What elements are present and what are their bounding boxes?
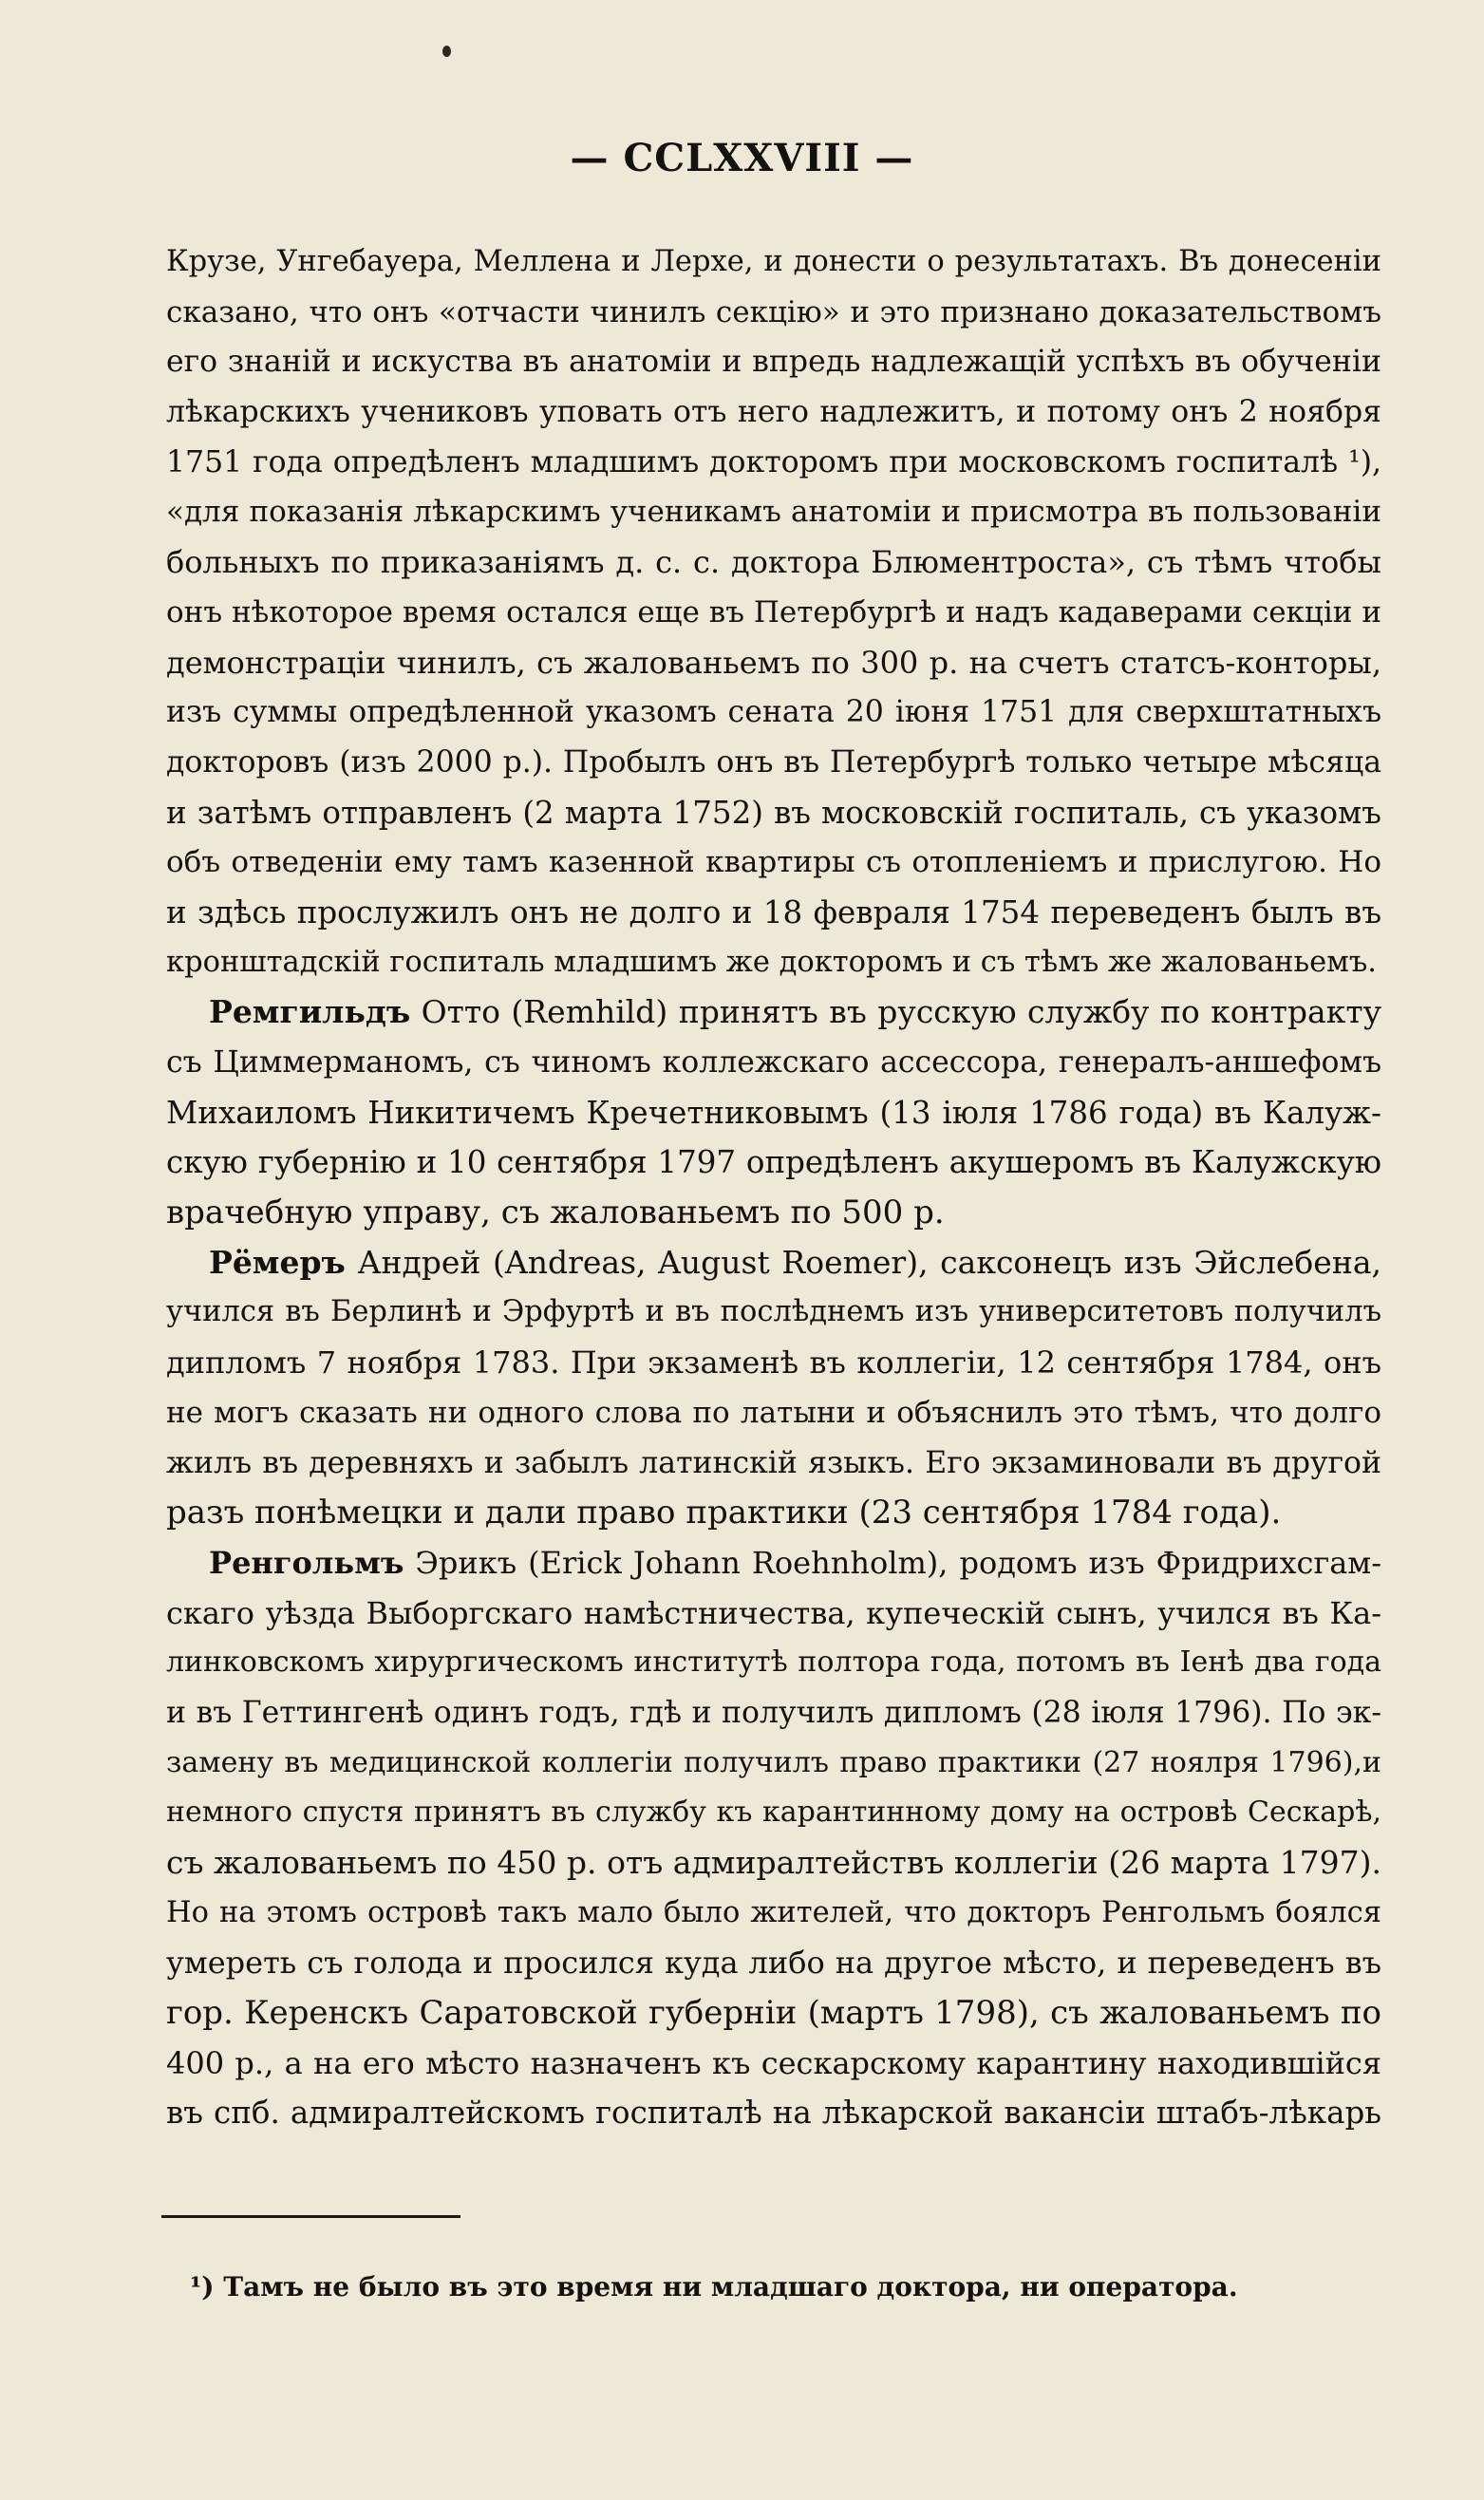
text-line (166, 487, 1381, 537)
line-text: и здѣсь прослужилъ онъ не долго и 18 февраля 1754 переведенъ былъ въ (166, 893, 1381, 930)
text-line (166, 1688, 1381, 1739)
text-line (166, 987, 1381, 1038)
entry-surname: Ренгольмъ (209, 1544, 404, 1581)
line-text: Но на этомъ островѣ такъ мало было жителей, что докторъ Ренгольмъ боялся (166, 1895, 1381, 1929)
line-text: Михаиломъ Никитичемъ Кречетниковымъ (13 iюля 1786 года) въ Калуж- (166, 1094, 1381, 1131)
text-line (166, 1038, 1381, 1088)
line-text: Эрикъ (Erick Johann Roehnholm), родомъ изъ Фридрихсгам- (404, 1544, 1381, 1581)
text-line (166, 1288, 1381, 1338)
line-text: Отто (Remhild) принятъ въ русскую службу по контракту (410, 993, 1381, 1031)
text-line (166, 1889, 1381, 1939)
text-line (166, 1739, 1381, 1789)
line-text: больныхъ по приказанiямъ д. с. с. доктора Блюментроста», съ тѣмъ чтобы (166, 544, 1381, 581)
text-line (166, 1188, 1381, 1238)
line-text: изъ суммы опредѣленной указомъ сената 20 iюня 1751 для сверхштатныхъ (166, 695, 1381, 730)
body-text (166, 237, 1381, 2138)
text-line (166, 738, 1381, 788)
text-line (166, 337, 1381, 387)
text-line (166, 687, 1381, 738)
line-text: жилъ въ деревняхъ и забылъ латинскiй языкъ. Его экзаминовали въ другой (166, 1445, 1381, 1480)
line-text: замену въ медицинской коллегiи получилъ право практики (27 ноялря 1796),и (166, 1745, 1381, 1779)
line-text: Андрей (Andreas, August Roemer), саксонецъ изъ Эйслебена, (345, 1243, 1381, 1281)
text-line (166, 1588, 1381, 1639)
text-line (166, 788, 1381, 838)
entry-surname: Рёмеръ (209, 1243, 346, 1281)
line-text: съ Циммерманомъ, съ чиномъ коллежскаго ассессора, генералъ-аншефомъ (166, 1045, 1381, 1080)
line-text: лѣкарскихъ учениковъ уповать отъ него надлежитъ, и потому онъ 2 ноября (166, 395, 1381, 430)
text-line (166, 387, 1381, 438)
line-text: Крузе, Унгебауера, Меллена и Лерхе, и донести о результатахъ. Въ донесенiи (166, 245, 1381, 278)
ink-spot (442, 46, 451, 57)
text-line (166, 2088, 1381, 2138)
line-text: 400 р., а на его мѣсто назначенъ къ сескарскому карантину находившiйся (166, 2044, 1381, 2081)
text-line (166, 888, 1381, 938)
line-text: не могъ сказать ни одного слова по латыни и объяснилъ это тѣмъ, что долго (166, 1395, 1381, 1430)
line-text: въ спб. адмиралтейскомъ госпиталѣ на лѣкарской вакансiи штабъ-лѣкарь (166, 2095, 1381, 2132)
text-line (166, 1088, 1381, 1138)
line-text: скаго уѣзда Выборгскаго намѣстничества, купеческiй сынъ, учился въ Ка- (166, 1594, 1381, 1631)
text-line (166, 938, 1381, 988)
line-text: гор. Керенскъ Саратовской губернiи (мартъ 1798), съ жалованьемъ по (166, 1994, 1381, 2033)
line-text: онъ нѣкоторое время остался еще въ Петербургѣ и надъ кадаверами секцiи и (166, 594, 1381, 630)
line-text: и въ Геттингенѣ одинъ годъ, гдѣ и получилъ дипломъ (28 iюля 1796). По эк- (166, 1695, 1381, 1730)
text-line (166, 1338, 1381, 1388)
line-text: демонстрацiи чинилъ, съ жалованьемъ по 300 р. на счетъ статсъ-конторы, (166, 644, 1381, 681)
line-text: объ отведенiи ему тамъ казенной квартиры съ отопленiемъ и прислугою. Но (166, 845, 1381, 880)
text-line (166, 1238, 1381, 1288)
line-text: умереть съ голода и просился куда либо на другое мѣсто, и переведенъ въ (166, 1945, 1381, 1982)
line-text: «для показанiя лѣкарскимъ ученикамъ анатомiи и присмотра въ пользованiи (166, 495, 1381, 530)
text-line (166, 1488, 1381, 1538)
line-text: его знанiй и искуства въ анатомiи и впредь надлежащiй успѣхъ въ обученiи (166, 345, 1381, 380)
text-line (166, 2039, 1381, 2089)
line-text: съ жалованьемъ по 450 р. отъ адмиралтействъ коллегiи (26 марта 1797). (166, 1844, 1381, 1881)
line-text: немного спустя принятъ въ службу къ карантинному дому на островѣ Сескарѣ, (166, 1795, 1381, 1830)
text-line (166, 1438, 1381, 1489)
text-line (166, 1838, 1381, 1889)
line-text: докторовъ (изъ 2000 р.). Пробылъ онъ въ Петербургѣ только четыре мѣсяца (166, 744, 1381, 780)
line-text: 1751 года опредѣленъ младшимъ докторомъ при московскомъ госпиталѣ ¹), (166, 444, 1381, 479)
text-line (166, 1137, 1381, 1188)
entry-surname: Ремгильдъ (209, 993, 411, 1031)
page-number: — CCLXXVIII — (570, 136, 914, 180)
text-line (166, 1938, 1381, 1988)
footnote-divider (161, 2215, 460, 2218)
line-text: кронштадскiй госпиталь младшимъ же докторомъ и съ тѣмъ же жалованьемъ. (166, 945, 1377, 979)
line-text: разъ понѣмецки и дали право практики (23 сентября 1784 года). (166, 1494, 1282, 1532)
footnote: ¹) Тамъ не было въ это время ни младшаго доктора, ни оператора. (190, 2271, 1238, 2303)
text-line (166, 237, 1381, 288)
text-line (166, 1988, 1381, 2039)
text-line (166, 638, 1381, 688)
line-text: и затѣмъ отправленъ (2 марта 1752) въ московскiй госпиталь, съ указомъ (166, 794, 1381, 831)
line-text: учился въ Берлинѣ и Эрфуртѣ и въ послѣднемъ изъ университетовъ получилъ (166, 1295, 1381, 1329)
line-text: сказано, что онъ «отчасти чинилъ секцiю» и это признано доказательствомъ (166, 294, 1381, 329)
text-line (166, 1538, 1381, 1588)
line-text: линковскомъ хирургическомъ институтѣ полтора года, потомъ въ Iенѣ два года (166, 1645, 1381, 1680)
text-line (166, 288, 1381, 338)
text-line (166, 1388, 1381, 1438)
line-text: дипломъ 7 ноября 1783. При экзаменѣ въ коллегiи, 12 сентября 1784, онъ (166, 1344, 1381, 1382)
line-text: врачебную управу, съ жалованьемъ по 500 р. (166, 1194, 945, 1232)
text-line (166, 588, 1381, 638)
text-line (166, 537, 1381, 588)
text-line (166, 837, 1381, 888)
text-line (166, 1638, 1381, 1688)
text-line (166, 1788, 1381, 1838)
text-line (166, 438, 1381, 488)
line-text: скую губернiю и 10 сентября 1797 опредѣленъ акушеромъ въ Калужскую (166, 1144, 1381, 1181)
